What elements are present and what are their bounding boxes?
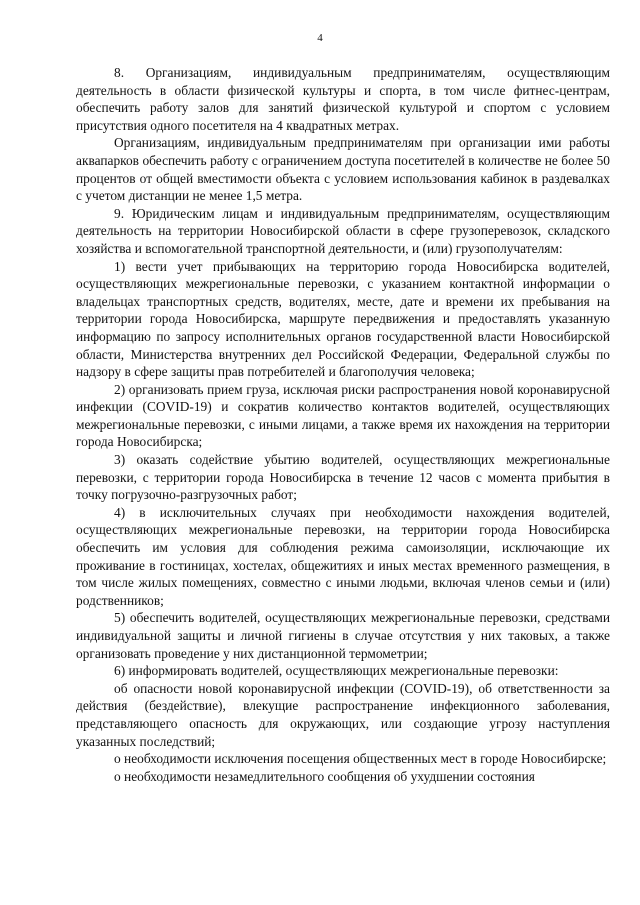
paragraph-item-9-freight: 9. Юридическим лицам и индивидуальным предпринимателям, осуществляющим деятельность на территории Новосибирской области в сфере грузоперевозок, складского хозяйства и вспомогательной транспортной деятельности, и (или) грузополучателям: — [76, 205, 610, 256]
page-number: 4 — [317, 32, 323, 44]
paragraph-subitem-5: 5) обеспечить водителей, осуществляющих межрегиональные перевозки, средствами индивидуальной защиты и личной гигиены в случае отсутствия у них таковых, а также организовать проведение у них дистанционной термометрии; — [76, 610, 610, 661]
paragraph-subitem-6: 6) информировать водителей, осуществляющих межрегиональные перевозки: — [114, 663, 559, 679]
paragraph-subitem-4: 4) в исключительных случаях при необходимости нахождения водителей, осуществляющих межрегиональные перевозки, на территории города Новосибирска обеспечить им условия для соблюдения режима самоизоляции, исключающие их проживание в гостиницах, хостелах, общежитиях и иных местах временного размещения, в том числе жилых помещениях, совместно с иными людьми, включая членов семьи и (или) родственников; — [76, 504, 610, 608]
document-body — [76, 64, 610, 785]
paragraph-report-condition: о необходимости незамедлительного сообщения об ухудшении состояния — [114, 768, 535, 784]
paragraph-subitem-1: 1) вести учет прибывающих на территорию города Новосибирска водителей, осуществляющих межрегиональные перевозки, с указанием контактной информации о владельцах транспортных средств, водителях, месте, дате и времени их пребывания на территории города Новосибирска, маршруте передвижения и предоставлять указанную информацию по запросу исполнительных органов государственной власти Новосибирской области, Министерства внутренних дел Российской Федерации, Федеральной службы по надзору в сфере защиты прав потребителей и благополучия человека; — [76, 258, 610, 380]
paragraph-danger-info: об опасности новой коронавирусной инфекции (COVID-19), об ответственности за действия (бездействие), влекущие распространение инфекционного заболевания, представляющего опасность для окружающих, или создающие угрозу наступления указанных последствий; — [76, 680, 610, 749]
paragraph-public-places: о необходимости исключения посещения общественных мест в городе Новосибирске; — [114, 751, 607, 767]
paragraph-aquaparks: Организациям, индивидуальным предпринимателям при организации ими работы аквапарков обеспечить работу с ограничением доступа посетителей в количестве не более 50 процентов от общей вместимости объекта с условием использования кабинок в раздевалках с учетом дистанции не менее 1,5 метра. — [76, 135, 610, 204]
paragraph-subitem-2: 2) организовать прием груза, исключая риски распространения новой коронавирусной инфекции (COVID-19) и сократив количество контактов водителей, осуществляющих межрегиональные перевозки, с иными лицами, а также время их нахождения на территории города Новосибирска; — [76, 381, 610, 450]
paragraph-item-8-sports: 8. Организациям, индивидуальным предпринимателям, осуществляющим деятельность в области физической культуры и спорта, в том числе фитнес-центрам, обеспечить работу залов для занятий физической культурой и спортом с условием присутствия одного посетителя на 4 квадратных метрах. — [76, 65, 610, 133]
paragraph-subitem-3: 3) оказать содействие убытию водителей, осуществляющих межрегиональные перевозки, с территории города Новосибирска в течение 12 часов с момента прибытия в точку погрузочно-разгрузочных работ; — [76, 452, 610, 503]
